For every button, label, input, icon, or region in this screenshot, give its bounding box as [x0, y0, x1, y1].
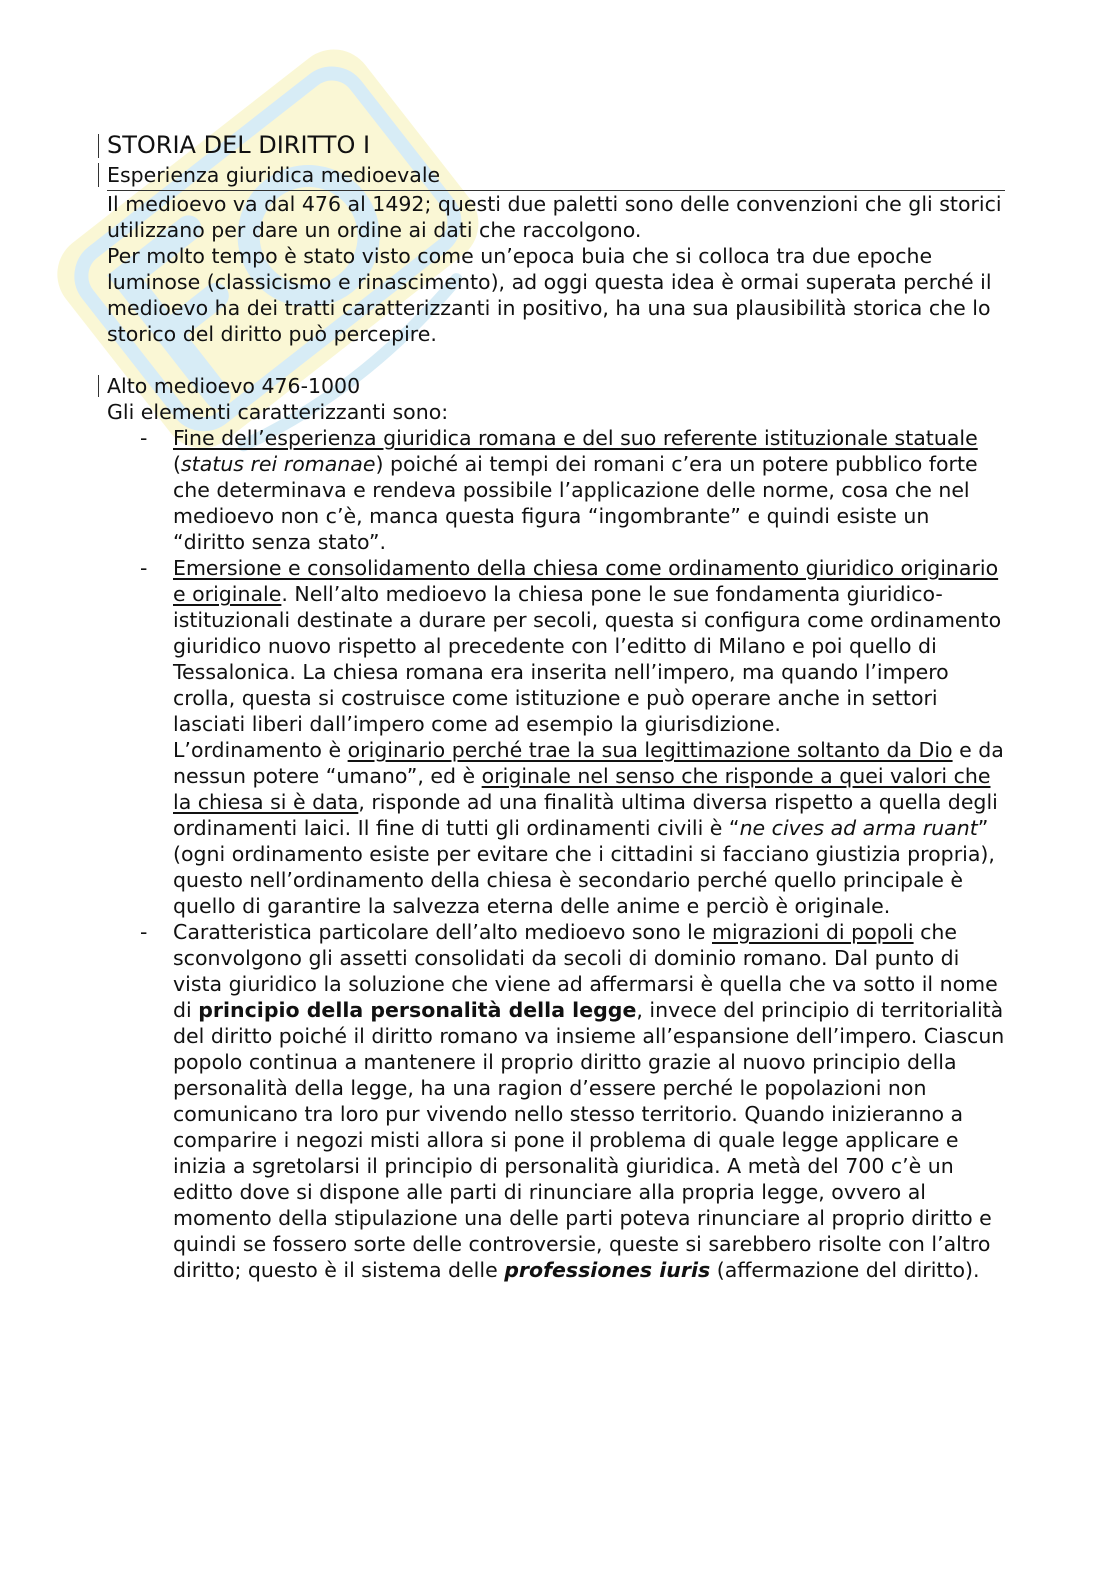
page-subtitle: Esperienza giuridica medioevale	[107, 160, 1005, 191]
section-heading: Alto medioevo 476-1000	[107, 373, 1007, 399]
list-marker: -	[140, 556, 148, 580]
underlined-text: originale nel senso che risponde a quei valori che la chiesa si è data	[173, 764, 991, 814]
section-margin-bar	[98, 375, 99, 397]
subtitle-margin-bar	[98, 163, 99, 187]
title-margin-bar	[98, 134, 99, 158]
intro-paragraph-2: Per molto tempo è stato visto come un’epoca buia che si colloca tra due epoche luminose (classicismo e rinascimento), ad oggi questa idea è ormai superata perché il medioevo ha dei tratti caratterizzanti in positivo, ha una sua plausibilità storica che lo storico del diritto può percepire.	[107, 244, 992, 346]
section-lead: Gli elementi caratterizzanti sono:	[107, 400, 449, 424]
list-item: - Fine dell’esperienza giuridica romana e del suo referente istituzionale statuale (status rei romanae) poiché ai tempi dei romani c’era un potere pubblico forte che determinava e rendeva possibile l’applicazione delle norme, cosa che nel medioevo non c’è, manca questa figura “ingombrante” e quindi esiste un “diritto senza stato”.	[140, 426, 978, 554]
bold-text: principio della personalità della legge	[198, 998, 637, 1022]
list-marker: -	[140, 920, 148, 944]
list-marker: -	[140, 426, 148, 450]
characteristics-list	[107, 425, 1007, 1283]
underlined-text: Emersione e consolidamento della chiesa come ordinamento giuridico originario e originale	[173, 556, 999, 606]
intro-paragraph-1: Il medioevo va dal 476 al 1492; questi due paletti sono delle convenzioni che gli storici utilizzano per dare un ordine ai dati che raccolgono.	[107, 192, 1002, 242]
underlined-text: Fine dell’esperienza giuridica romana e del suo referente istituzionale statuale	[173, 426, 978, 450]
document-body	[107, 130, 1007, 1283]
list-item: - Caratteristica particolare dell’alto medioevo sono le migrazioni di popoli che sconvolgono gli assetti consolidati da secoli di dominio romano. Dal punto di vista giuridico la soluzione che viene ad affermarsi è quella che va sotto il nome di principio della personalità della legge, invece del principio di territorialità del diritto poiché il diritto romano va insieme all’espansione dell’impero. Ciascun popolo continua a mantenere il proprio diritto grazie al nuovo principio della personalità della legge, ha una ragion d’essere perché le popolazioni non comunicano tra loro pur vivendo nello stesso territorio. Quando inizieranno a comparire i negozi misti allora si pone il problema di quale legge applicare e inizia a sgretolarsi il principio di personalità giuridica. A metà del 700 c’è un editto dove si dispone alle parti di rinunciare alla propria legge, ovvero al momento della stipulazione una delle parti poteva rinunciare al proprio diritto e quindi se fossero sorte delle controversie, queste si sarebbero risolte con l’altro diritto; questo è il sistema delle professiones iuris (affermazione del diritto).	[140, 920, 1005, 1282]
italic-text: status rei romanae	[181, 452, 376, 476]
underlined-text: migrazioni di popoli	[711, 920, 914, 944]
underlined-text: originario perché trae la sua legittimazione soltanto da Dio	[347, 738, 953, 762]
italic-text: ne cives ad arma ruant	[739, 816, 978, 840]
page-title: STORIA DEL DIRITTO I	[107, 130, 1007, 160]
bold-italic-text: professiones iuris	[504, 1258, 711, 1282]
list-item: - Emersione e consolidamento della chiesa come ordinamento giuridico originario e originale. Nell’alto medioevo la chiesa pone le sue fondamenta giuridico-istituzionali destinate a durare per secoli, questa si configura come ordinamento giuridico nuovo rispetto al precedente con l’editto di Milano e poi quello di Tessalonica. La chiesa romana era inserita nell’impero, ma quando l’impero crolla, questa si costruisce come istituzione e può operare anche in settori lasciati liberi dall’impero come ad esempio la giurisdizione. L’ordinamento è originario perché trae la sua legittimazione soltanto da Dio e da nessun potere “umano”, ed è originale nel senso che risponde a quei valori che la chiesa si è data, risponde ad una finalità ultima diversa rispetto a quella degli ordinamenti laici. Il fine di tutti gli ordinamenti civili è “ne cives ad arma ruant” (ogni ordinamento esiste per evitare che i cittadini si facciano giustizia propria), questo nell’ordinamento della chiesa è secondario perché quello principale è quello di garantire la salvezza eterna delle anime e perciò è originale.	[140, 556, 1004, 918]
